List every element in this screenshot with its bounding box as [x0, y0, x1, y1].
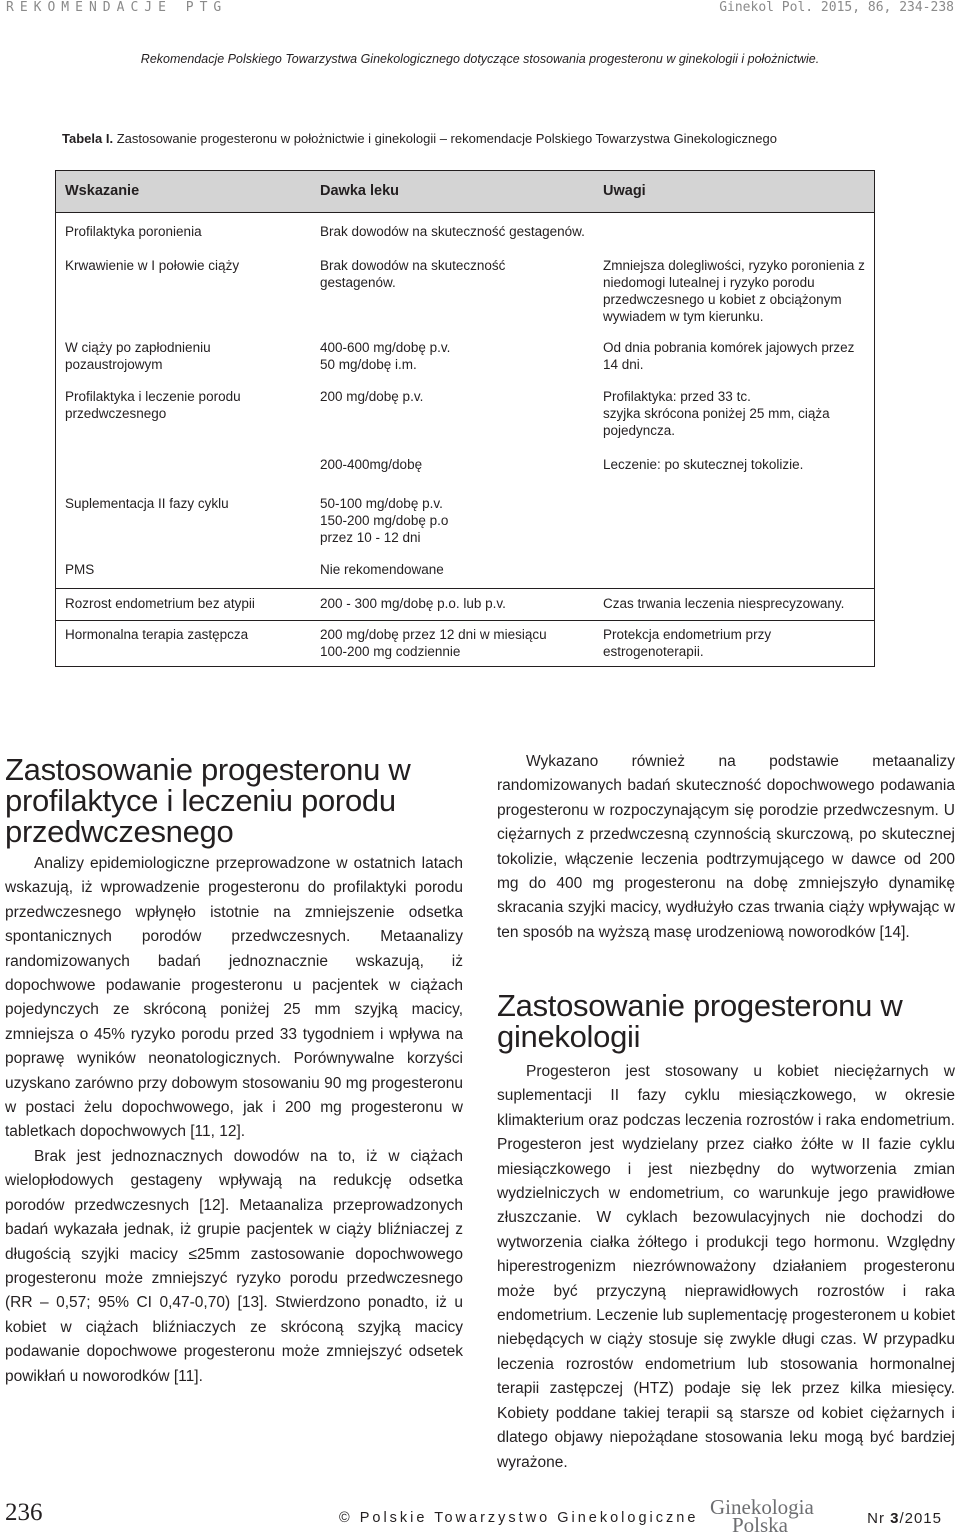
row-6-dose: Nie rekomendowane: [320, 562, 444, 577]
row-5-indication: Suplementacja II fazy cyklu: [65, 496, 229, 511]
row-1-notes: Zmniejsza dolegliwości, ryzyko poronienia z niedomogi lutealnej i ryzyko porodu przedwczesnego u kobiet z obciążonym wywiadem w tym kierunku.: [603, 258, 865, 324]
table-caption-label: Tabela I.: [62, 131, 114, 146]
row-3-dose: 200 mg/dobę p.v.: [320, 389, 424, 404]
journal-logo: [706, 1494, 836, 1534]
row-4-notes: Leczenie: po skutecznej tokolizie.: [603, 457, 804, 472]
row-7-notes: Czas trwania leczenia niesprecyzowany.: [603, 596, 845, 611]
logo-word-1: Ginekologia: [710, 1495, 814, 1519]
row-8-indication: Hormonalna terapia zastępcza: [65, 627, 249, 642]
journal-citation: Ginekol Pol. 2015, 86, 234-238: [719, 0, 954, 15]
table-divider: [56, 620, 874, 621]
right-column-body: [497, 1060, 955, 1475]
table-divider: [56, 588, 874, 589]
header-indication: Wskazanie: [65, 183, 140, 199]
row-0-indication: Profilaktyka poronienia: [65, 224, 202, 239]
row-2-notes: Od dnia pobrania komórek jajowych przez 14 dni.: [603, 340, 855, 372]
row-2-indication: W ciąży po zapłodnieniu pozaustrojowym: [65, 340, 211, 372]
left-paragraph-2: Brak jest jednoznacznych dowodów na to, iż w ciążach wielopłodowych gestageny wpływają na redukcję odsetka porodów przedwczesnych [12]. Metaanaliza przeprowadzonych badań wykazała jednak, iż grupie pacjentek w ciąży bliźniaczej z długością szyjki macicy ≤25mm zastosowanie dopochwowego progesteronu może zmniejszyć ryzyko porodu przedwczesnego (RR – 0,57; 95% CI 0,47-0,70) [13]. Stwierdzono ponadto, iż u kobiet w ciążach bliźniaczych ze skróconą szyjką macicy podawanie dopochwowe progesteronu może zmniejszyć odsetek powikłań u noworodków [11].: [5, 1147, 463, 1385]
row-3-indication: Profilaktyka i leczenie porodu przedwczesnego: [65, 389, 241, 421]
right-section-heading: Zastosowanie progesteronu w ginekologii: [497, 988, 903, 1054]
running-header: [0, 0, 960, 22]
right-paragraph: Progesteron jest stosowany u kobiet nieciężarnych w suplementacji II fazy cyklu miesiączkowego, w okresie klimakterium oraz podczas leczenia rozrostów i raka endometrium. Progesteron jest wydzielany przez ciałko żółte w II fazie cyklu miesiączkowego i jest niezbędny do wytworzenia zmian wydzielniczych w endometrium, co warunkuje jego prawidłowe złuszczanie. W cyklach bezowulacyjnych nie dochodzi do wytworzenia ciałka żółtego i produkcji tego hormonu. Względny hiperestrogenizm niezrównoważony działaniem progesteronu może być przyczyną nieprawidłowych rozrostów i raka endometrium. Leczenie lub suplementację progesteronem u kobiet niebędących w ciąży stosuje się zwykle długi czas. W przypadku leczenia rozrostów endometrium lub stosowania hormonalnej terapii zastępczej (HTZ) podaje się lek przez kilka miesięcy. Kobiety poddane takiej terapii są starsze od kobiet ciężarnych i dlatego objawy niepożądane stosowania leku mogą być bardziej wyrażone.: [497, 1063, 955, 1471]
copyright-text: © Polskie Towarzystwo Ginekologiczne: [339, 1510, 699, 1526]
recommendations-table: [55, 170, 875, 667]
table-header-row: [56, 171, 874, 213]
left-section-heading: Zastosowanie progesteronu w profilaktyce i leczeniu porodu przedwczesnego: [5, 752, 411, 849]
table-caption-text: Zastosowanie progesteronu w położnictwie i ginekologii – rekomendacje Polskiego Towarzystwa Ginekologicznego: [116, 131, 777, 146]
row-8-dose: 200 mg/dobę przez 12 dni w miesiącu 100-200 mg codziennie: [320, 627, 547, 659]
row-7-dose: 200 - 300 mg/dobę p.o. lub p.v.: [320, 596, 506, 611]
row-0-dose: Brak dowodów na skuteczność gestagenów.: [320, 224, 585, 239]
row-7-indication: Rozrost endometrium bez atypii: [65, 596, 255, 611]
header-notes: Uwagi: [603, 183, 646, 199]
issue-prefix: Nr: [867, 1510, 891, 1527]
row-1-dose: Brak dowodów na skuteczność gestagenów.: [320, 258, 506, 290]
row-5-dose: 50-100 mg/dobę p.v. 150-200 mg/dobę p.o przez 10 - 12 dni: [320, 496, 449, 545]
page-number: 236: [5, 1499, 43, 1526]
row-8-notes: Protekcja endometrium przy estrogenoterapii.: [603, 627, 772, 659]
row-6-indication: PMS: [65, 562, 95, 577]
row-3-notes: Profilaktyka: przed 33 tc. szyjka skrócona poniżej 25 mm, ciąża pojedyncza.: [603, 389, 830, 438]
logo-word-2: Polska: [732, 1513, 789, 1534]
left-column-body: [5, 852, 463, 1389]
header-dose: Dawka leku: [320, 183, 399, 199]
right-intro-paragraph: Wykazano również na podstawie metaanalizy randomizowanych badań skuteczność dopochwowego podawania progesteronu w rozpoczynającym się porodzie przedwczesnym. U ciężarnych z przedwczesną czynnością skurczową, po skutecznej tokolizie, włączenie leczenia podtrzymującego w dawce od 200 mg do 400 mg progesteronu na dobę zmniejszyło dynamikę skracania szyjki macicy, wydłużyło czas trwania ciąży wpływając w ten sposób na wyższą masę urodzeniową noworodków [14].: [497, 753, 955, 941]
issue-number: [867, 1510, 942, 1527]
issue-num: 3: [890, 1510, 900, 1527]
section-label: REKOMENDACJE PTG: [6, 0, 228, 15]
row-1-indication: Krwawienie w I połowie ciąży: [65, 258, 240, 273]
row-2-dose: 400-600 mg/dobę p.v. 50 mg/dobę i.m.: [320, 340, 451, 372]
issue-year: /2015: [899, 1510, 942, 1527]
right-column-intro: [497, 750, 955, 945]
row-4-dose: 200-400mg/dobę: [320, 457, 423, 472]
table-caption: [62, 131, 777, 146]
article-subtitle: Rekomendacje Polskiego Towarzystwa Ginekologicznego dotyczące stosowania progesteronu w ginekologii i położnictwie.: [140, 52, 820, 66]
left-paragraph-1: Analizy epidemiologiczne przeprowadzone w ostatnich latach wskazują, iż wprowadzenie progesteronu do profilaktyki porodu przedwczesnego wpłynęło istotnie na zmniejszenie odsetka spontanicznych porodów przedwczesnych. Metaanalizy randomizowanych badań jednoznacznie wskazują, iż dopochwowe podawanie progesteronu u pacjentek w ciążach pojedynczych ze skróconą poniżej 25 mm szyjką macicy, zmniejsza o 45% ryzyko porodu przed 33 tygodniem i wpływa na poprawę wyników neonatologicznych. Porównywalne korzyści uzyskano zarówno przy dobowym stosowaniu 90 mg progesteronu w postaci żelu dopochwowego, jak i 200 mg progesteronu w tabletkach dopochwowych [11, 12].: [5, 855, 463, 1141]
